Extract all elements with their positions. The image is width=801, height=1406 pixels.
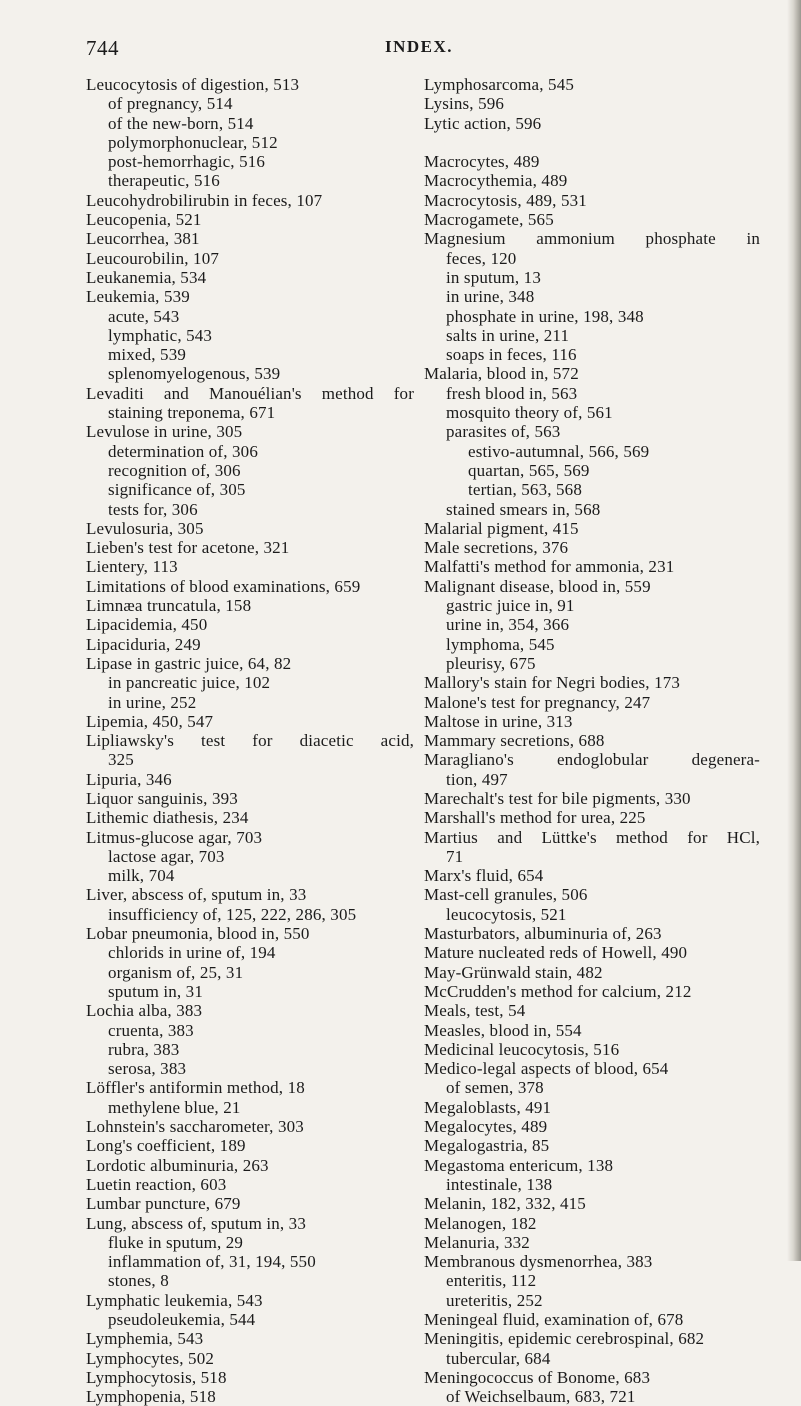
index-entry: Membranous dysmenorrhea, 383	[424, 1252, 653, 1272]
index-subentry: 325	[108, 750, 134, 770]
index-entry: Liquor sanguinis, 393	[86, 788, 238, 808]
index-entry: Levaditi and Manouélian's method for	[86, 383, 414, 403]
index-subentry: staining treponema, 671	[108, 403, 276, 423]
index-entry: Meals, test, 54	[424, 1001, 526, 1021]
index-subentry: lactose agar, 703	[108, 846, 225, 866]
index-column-left	[86, 75, 414, 1406]
index-subentry: chlorids in urine of, 194	[108, 943, 276, 963]
index-entry: Macrocythemia, 489	[424, 171, 568, 191]
index-entry: Maltose in urine, 313	[424, 711, 573, 731]
index-entry: Marechalt's test for bile pigments, 330	[424, 788, 691, 808]
index-entry: Meningococcus of Bonome, 683	[424, 1367, 651, 1387]
index-subentry: pleurisy, 675	[446, 653, 536, 673]
index-subentry: lymphatic, 543	[108, 325, 213, 345]
index-entry: Malaria, blood in, 572	[424, 364, 579, 384]
index-subentry: mosquito theory of, 561	[446, 403, 613, 423]
index-subentry: significance of, 305	[108, 480, 246, 500]
index-subentry: tubercular, 684	[446, 1348, 551, 1368]
index-subentry: fresh blood in, 563	[446, 383, 578, 403]
index-entry: Lymphosarcoma, 545	[424, 75, 575, 94]
index-entry: Lymphemia, 543	[86, 1329, 204, 1349]
index-entry: Leucorrhea, 381	[86, 229, 200, 249]
index-entry: Megaloblasts, 491	[424, 1097, 552, 1117]
index-entry: Lytic action, 596	[424, 113, 542, 133]
index-subentry: therapeutic, 516	[108, 171, 220, 191]
index-entry: Litmus-glucose agar, 703	[86, 827, 263, 847]
index-entry: Lymphocytes, 502	[86, 1348, 214, 1368]
index-entry: Long's coefficient, 189	[86, 1136, 246, 1156]
index-subentry: pseudoleukemia, 544	[108, 1310, 256, 1329]
index-subentry: 71	[446, 846, 464, 866]
index-column-right	[424, 75, 760, 1406]
index-subentry: of pregnancy, 514	[108, 94, 233, 114]
index-entry: Megalocytes, 489	[424, 1117, 548, 1137]
index-subentry: stained smears in, 568	[446, 499, 601, 519]
index-entry: Lumbar puncture, 679	[86, 1194, 241, 1214]
page-edge-shadow	[787, 0, 801, 1261]
index-subentry: polymorphonuclear, 512	[108, 132, 278, 152]
index-entry: Lipase in gastric juice, 64, 82	[86, 653, 292, 673]
index-subentry: of semen, 378	[446, 1078, 544, 1098]
index-subentry: milk, 704	[108, 866, 175, 886]
index-subentry: splenomyelogenous, 539	[108, 364, 281, 384]
index-entry: Lieben's test for acetone, 321	[86, 538, 290, 558]
index-entry: Mammary secretions, 688	[424, 731, 605, 751]
index-entry: Leucohydrobilirubin in feces, 107	[86, 190, 323, 210]
index-subentry: fluke in sputum, 29	[108, 1232, 244, 1252]
index-entry: Leukanemia, 534	[86, 267, 207, 287]
index-entry: Mallory's stain for Negri bodies, 173	[424, 673, 681, 693]
index-subentry: in sputum, 13	[446, 267, 541, 287]
index-entry: Löffler's antiformin method, 18	[86, 1078, 305, 1098]
index-entry: Measles, blood in, 554	[424, 1020, 582, 1040]
index-entry: Lung, abscess of, sputum in, 33	[86, 1213, 306, 1233]
index-entry: Levulose in urine, 305	[86, 422, 243, 442]
index-entry: Maragliano's endoglobular degenera-	[424, 750, 760, 770]
index-subentry: in pancreatic juice, 102	[108, 673, 271, 693]
index-subentry: tests for, 306	[108, 499, 198, 519]
index-subentry: urine in, 354, 366	[446, 615, 570, 635]
index-entry: Lipemia, 450, 547	[86, 711, 214, 731]
index-entry: Melanin, 182, 332, 415	[424, 1194, 586, 1214]
index-subentry: sputum in, 31	[108, 981, 203, 1001]
index-subentry: feces, 120	[446, 248, 517, 268]
index-subentry: insufficiency of, 125, 222, 286, 305	[108, 904, 357, 924]
index-subentry: rubra, 383	[108, 1039, 180, 1059]
index-entry: Lochia alba, 383	[86, 1001, 203, 1021]
index-subentry: inflammation of, 31, 194, 550	[108, 1252, 316, 1272]
index-entry: Malignant disease, blood in, 559	[424, 576, 651, 596]
index-entry: Magnesium ammonium phosphate in	[424, 229, 760, 249]
index-subentry: of the new-born, 514	[108, 113, 254, 133]
index-subentry: organism of, 25, 31	[108, 962, 244, 982]
index-entry: Megalogastria, 85	[424, 1136, 550, 1156]
index-entry: Lymphatic leukemia, 543	[86, 1290, 263, 1310]
index-subentry: estivo-autumnal, 566, 569	[468, 441, 650, 461]
index-entry: Limitations of blood examinations, 659	[86, 576, 361, 596]
page-header	[86, 36, 752, 64]
index-entry: Limnæa truncatula, 158	[86, 596, 252, 616]
index-subentry: tertian, 563, 568	[468, 480, 582, 500]
running-head: INDEX.	[384, 37, 454, 56]
index-subentry: ureteritis, 252	[446, 1290, 543, 1310]
index-subentry: post-hemorrhagic, 516	[108, 152, 266, 172]
index-subentry: serosa, 383	[108, 1059, 187, 1079]
index-entry: Levulosuria, 305	[86, 518, 204, 538]
index-subentry: in urine, 348	[446, 287, 535, 307]
index-entry: Malone's test for pregnancy, 247	[424, 692, 651, 712]
index-entry: Lysins, 596	[424, 94, 505, 114]
index-entry: Melanuria, 332	[424, 1232, 530, 1252]
index-subentry: phosphate in urine, 198, 348	[446, 306, 644, 326]
index-subentry: salts in urine, 211	[446, 325, 570, 345]
index-subentry: leucocytosis, 521	[446, 904, 567, 924]
section-gap	[424, 133, 760, 152]
index-entry: Malfatti's method for ammonia, 231	[424, 557, 675, 577]
index-subentry: mixed, 539	[108, 345, 186, 365]
index-entry: Macrogamete, 565	[424, 210, 554, 230]
index-entry: Lobar pneumonia, blood in, 550	[86, 924, 310, 944]
index-entry: McCrudden's method for calcium, 212	[424, 981, 692, 1001]
index-subentry: gastric juice in, 91	[446, 596, 575, 616]
index-subentry: parasites of, 563	[446, 422, 561, 442]
index-subentry: lymphoma, 545	[446, 634, 555, 654]
index-entry: Melanogen, 182	[424, 1213, 537, 1233]
index-entry: Male secretions, 376	[424, 538, 569, 558]
index-entry: Martius and Lüttke's method for HCl,	[424, 827, 760, 847]
index-subentry: of Weichselbaum, 683, 721	[446, 1387, 636, 1406]
index-subentry: methylene blue, 21	[108, 1097, 241, 1117]
index-subentry: enteritis, 112	[446, 1271, 537, 1291]
index-entry: Mast-cell granules, 506	[424, 885, 588, 905]
index-entry: Lipacidemia, 450	[86, 615, 208, 635]
index-entry: Leukemia, 539	[86, 287, 190, 307]
index-entry: Meningeal fluid, examination of, 678	[424, 1310, 684, 1329]
index-entry: Lymphopenia, 518	[86, 1387, 216, 1406]
index-entry: Lipliawsky's test for diacetic acid,	[86, 731, 414, 751]
index-entry: Malarial pigment, 415	[424, 518, 579, 538]
index-entry: Marx's fluid, 654	[424, 866, 544, 886]
index-entry: Luetin reaction, 603	[86, 1174, 227, 1194]
index-entry: Macrocytosis, 489, 531	[424, 190, 587, 210]
index-subentry: in urine, 252	[108, 692, 197, 712]
index-entry: Medicinal leucocytosis, 516	[424, 1039, 620, 1059]
index-entry: Marshall's method for urea, 225	[424, 808, 646, 828]
index-entry: Medico-legal aspects of blood, 654	[424, 1059, 669, 1079]
index-entry: Masturbators, albuminuria of, 263	[424, 924, 662, 944]
index-entry: Lordotic albuminuria, 263	[86, 1155, 269, 1175]
index-entry: Lientery, 113	[86, 557, 178, 577]
index-entry: Lithemic diathesis, 234	[86, 808, 249, 828]
index-subentry: intestinale, 138	[446, 1174, 553, 1194]
index-entry: Lipaciduria, 249	[86, 634, 201, 654]
index-entry: May-Grünwald stain, 482	[424, 962, 603, 982]
index-entry: Leucourobilin, 107	[86, 248, 220, 268]
index-entry: Megastoma entericum, 138	[424, 1155, 614, 1175]
index-entry: Lohnstein's saccharometer, 303	[86, 1117, 304, 1137]
index-entry: Meningitis, epidemic cerebrospinal, 682	[424, 1329, 705, 1349]
index-subentry: soaps in feces, 116	[446, 345, 577, 365]
index-subentry: tion, 497	[446, 769, 508, 789]
index-subentry: quartan, 565, 569	[468, 460, 590, 480]
page-number: 744	[86, 36, 119, 60]
index-subentry: acute, 543	[108, 306, 180, 326]
index-entry: Liver, abscess of, sputum in, 33	[86, 885, 307, 905]
index-entry: Macrocytes, 489	[424, 152, 540, 172]
index-entry: Leucocytosis of digestion, 513	[86, 75, 300, 94]
index-entry: Lymphocytosis, 518	[86, 1367, 227, 1387]
index-entry: Lipuria, 346	[86, 769, 172, 789]
index-subentry: recognition of, 306	[108, 460, 241, 480]
index-subentry: determination of, 306	[108, 441, 258, 461]
index-subentry: stones, 8	[108, 1271, 169, 1291]
index-subentry: cruenta, 383	[108, 1020, 194, 1040]
index-entry: Leucopenia, 521	[86, 210, 202, 230]
index-entry: Mature nucleated reds of Howell, 490	[424, 943, 688, 963]
